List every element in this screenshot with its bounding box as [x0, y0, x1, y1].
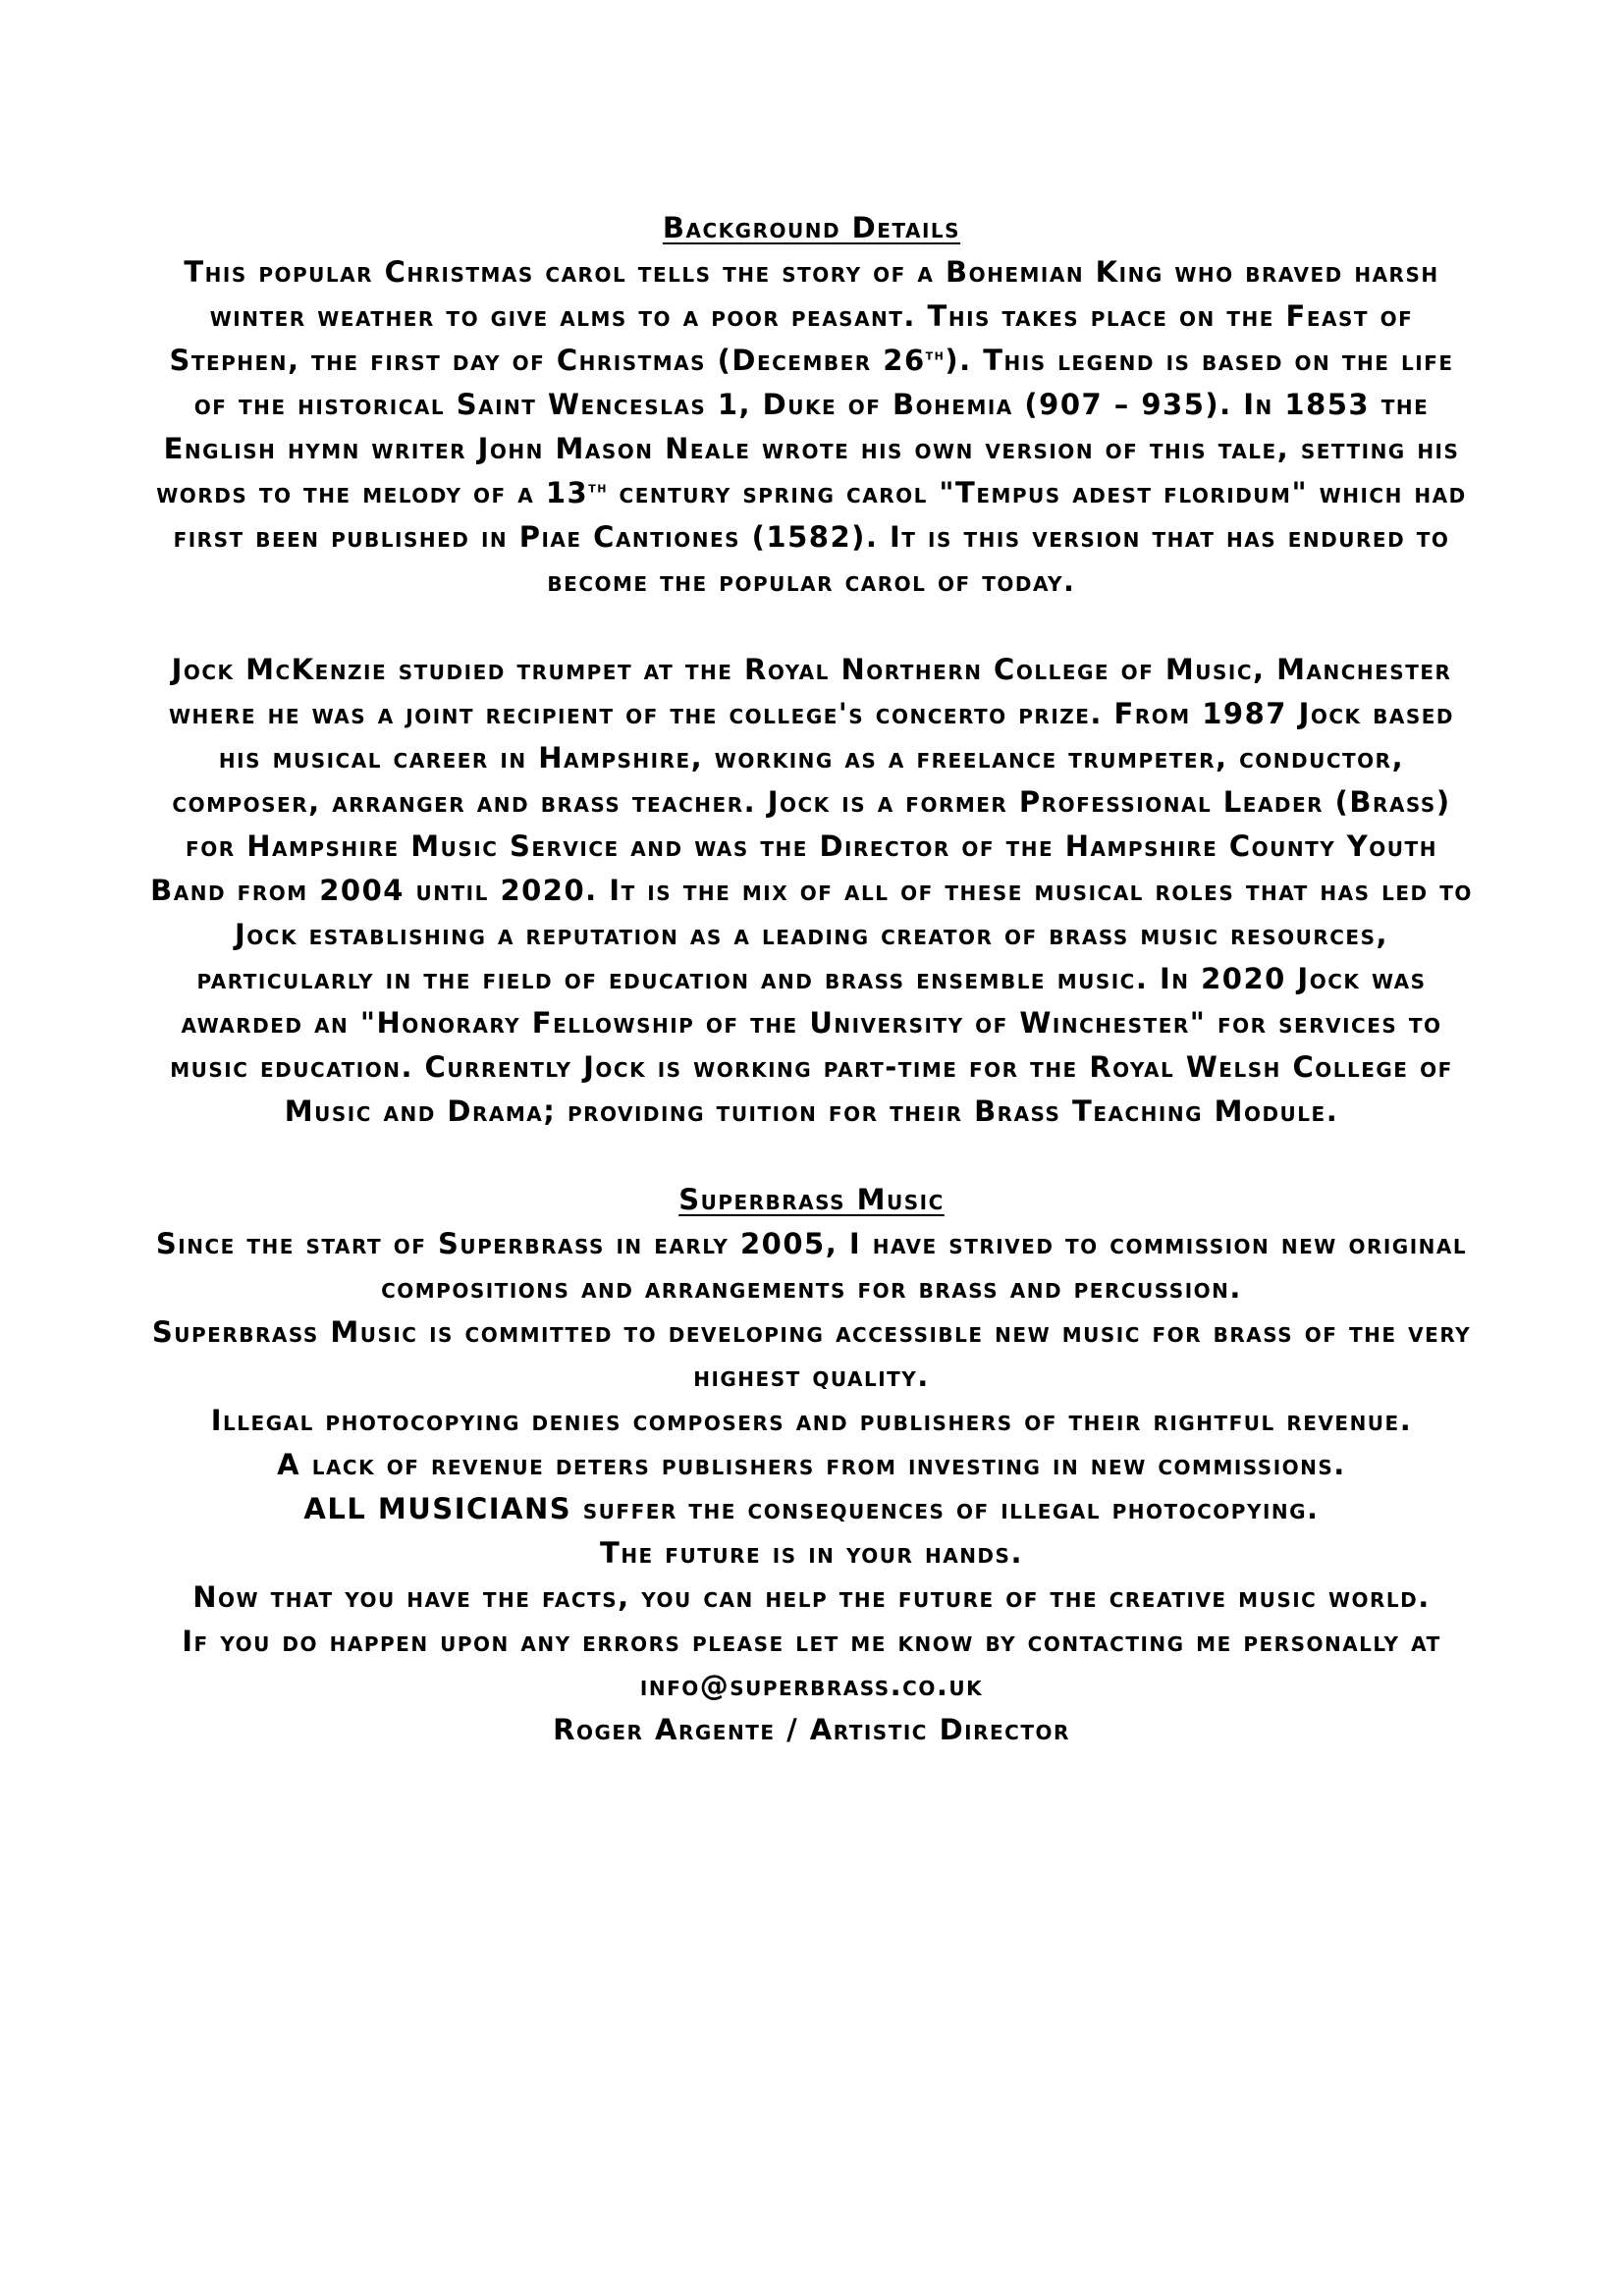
ordinal-suffix-2: th	[588, 477, 608, 497]
section-spacer	[147, 604, 1476, 648]
superbrass-heading-wrap	[147, 1178, 1476, 1222]
background-heading-wrap	[147, 206, 1476, 250]
background-paragraph	[147, 250, 1476, 604]
superbrass-line-5-rest: suffer the consequences of illegal photocopying.	[571, 1492, 1320, 1525]
superbrass-line-8: If you do happen upon any errors please let me know by contacting me personally at	[182, 1625, 1441, 1658]
background-heading: Background Details	[662, 211, 961, 244]
superbrass-line-5	[147, 1487, 1476, 1531]
section-spacer	[147, 1134, 1476, 1178]
superbrass-line-6: The future is in your hands.	[600, 1536, 1023, 1570]
superbrass-line-7: Now that you have the facts, you can help the future of the creative music world.	[192, 1580, 1431, 1614]
superbrass-line-4: A lack of revenue deters publishers from investing in new commissions.	[277, 1448, 1346, 1481]
ordinal-suffix-1: th	[925, 345, 946, 364]
background-text-part1: This popular Christmas carol tells the story of a Bohemian King who braved harsh winter weather to give alms to a poor peasant. This takes place on the Feast of Stephen, the first day of Christmas (December 26	[169, 255, 1439, 377]
superbrass-line-1: Since the start of Superbrass in early 2005, I have strived to commission new original compositions and arrangements for brass and percussion.	[155, 1227, 1468, 1305]
all-musicians-emphasis: ALL MUSICIANS	[303, 1492, 572, 1525]
document-page	[147, 206, 1476, 1752]
superbrass-line-2: Superbrass Music is committed to developing accessible new music for brass of the very highest quality.	[151, 1315, 1472, 1393]
background-text-part3: century spring carol "Tempus adest floridum" which had first been published in Piae Cantiones (1582). It is this version that has endured to become the popular carol of today.	[173, 476, 1467, 598]
signature: Roger Argente / Artistic Director	[553, 1713, 1070, 1746]
superbrass-heading: Superbrass Music	[678, 1183, 945, 1216]
superbrass-line-3: Illegal photocopying denies composers and publishers of their rightful revenue.	[210, 1404, 1413, 1437]
background-text-part2: ). This legend is based on the life of the historical Saint Wenceslas 1, Duke of Bohemia (907 – 935). In 1853 the English hymn writer John Mason Neale wrote his own version of this tale, setting his words to the melody of a 13	[156, 344, 1460, 509]
biography-paragraph: Jock McKenzie studied trumpet at the Royal Northern College of Music, Manchester where he was a joint recipient of the college's concerto prize. From 1987 Jock based his musical career in Hampshire, working as a freelance trumpeter, conductor, composer, arranger and brass teacher. Jock is a former Professional Leader (Brass) for Hampshire Music Service and was the Director of the Hampshire County Youth Band from 2004 until 2020. It is the mix of all of these musical roles that has led to Jock establishing a reputation as a leading creator of brass music resources, particularly in the field of education and brass ensemble music. In 2020 Jock was awarded an "Honorary Fellowship of the University of Winchester" for services to music education. Currently Jock is working part-time for the Royal Welsh College of Music and Drama; providing tuition for their Brass Teaching Module.	[150, 653, 1473, 1128]
contact-email[interactable]: info@superbrass.co.uk	[639, 1669, 984, 1702]
